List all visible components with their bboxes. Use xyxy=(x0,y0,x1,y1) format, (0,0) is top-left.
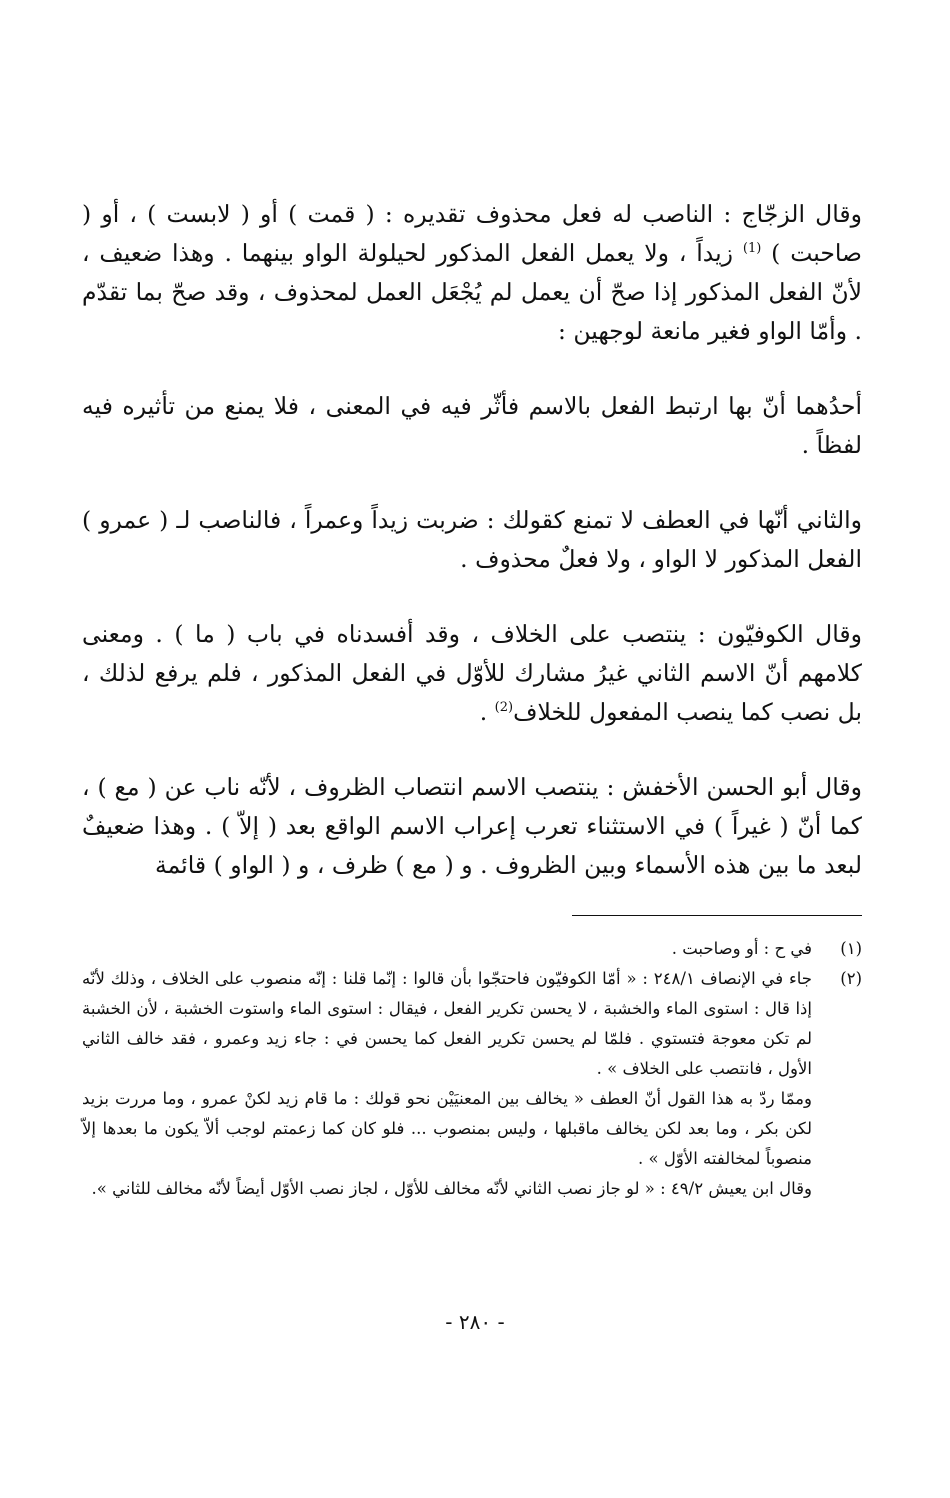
page-content xyxy=(82,195,862,1204)
paragraph-1 xyxy=(82,195,862,351)
footnote-body xyxy=(82,964,812,1204)
footnote-body xyxy=(82,934,812,964)
footnotes xyxy=(82,934,862,1204)
paragraph-5: وقال أبو الحسن الأخفش : ينتصب الاسم انتصاب الظروف ، لأنّه ناب عن ( مع ) ، كما أنّ ( غيراً ) في الاستثناء تعرب إعراب الاسم الواقع بعد ( إلاّ ) . وهذا ضعيفٌ لبعد ما بين هذه الأسماء وبين الظروف . و ( مع ) ظرف ، و ( الواو ) قائمة xyxy=(82,773,862,879)
footnote-text: في ح : أو وصاحبت . xyxy=(671,939,812,958)
paragraph-1-text-b: زيداً ، ولا يعمل الفعل المذكور لحيلولة الواو بينهما . وهذا ضعيف ، لأنّ الفعل المذكور إذا صحّ أن يعمل لم يُجْعَل العمل لمحذوف ، وقد صحّ بما تقدّم . وأمّا الواو فغير مانعة لوجهين : xyxy=(82,239,862,345)
paragraph-3: والثاني أنّها في العطف لا تمنع كقولك : ضربت زيداً وعمراً ، فالناصب لـ ( عمرو ) الفعل المذكور لا الواو ، ولا فعلٌ محذوف . xyxy=(82,506,862,573)
paragraph-2: أحدُهما أنّ بها ارتبط الفعل بالاسم فأثّر فيه في المعنى ، فلا يمنع من تأثيره فيه لفظاً . xyxy=(82,392,862,459)
page-number: - ٢٨٠ - xyxy=(445,1310,505,1334)
main-text xyxy=(82,195,862,885)
paragraph-1-text-a: وقال الزجّاج : الناصب له فعل محذوف تقديره : ( قمت ) أو ( لابست ) ، أو ( صاحبت ) xyxy=(82,200,863,267)
footnote-text: جاء في الإنصاف ٢٤٨/١ : « أمّا الكوفيّون فاحتجّوا بأن قالوا : إنّما قلنا : إنّه منصوب على الخلاف ، وذلك لأنّه إذا قال : استوى الماء والخشبة ، لا يحسن تكرير الفعل ، فيقال : استوى الماء واستوت الخشبة ، لأن الخشبة لم تكن معوجة فتستوي . فلمّا لم يحسن تكرير الفعل كما يحسن في : جاء زيد وعمرو ، فقد خالف الثاني الأول ، فانتصب على الخلاف » . xyxy=(82,969,812,1078)
paragraph-4-text-a: وقال الكوفيّون : ينتصب على الخلاف ، وقد أفسدناه في باب ( ما ) . ومعنى كلامهم أنّ الاسم الثاني غيرُ مشارك للأوّل في الفعل المذكور ، فلم يرفع لذلك ، بل نصب كما ينصب المفعول للخلاف xyxy=(82,620,862,726)
footnote-text: وقال ابن يعيش ٤٩/٢ : « لو جاز نصب الثاني لأنّه مخالف للأوّل ، لجاز نصب الأوّل أيضاً لأنّه مخالف للثاني ». xyxy=(91,1179,812,1198)
paragraph-4 xyxy=(82,615,862,732)
footnote-ref-1[interactable]: (1) xyxy=(742,241,762,257)
footnote-1 xyxy=(82,934,862,964)
footnote-text: وممّا ردّ به هذا القول أنّ العطف « يخالف بين المعنيَيْن نحو قولك : ما قام زيد لكنْ عمرو ، وما مررت بزيد لكن بكر ، وما بعد لكن يخالف ماقبلها ، وليس بمنصوب ... فلو كان كما زعمتم لوجب ألاّ يكون ما بعدها إلاّ منصوباً لمخالفته الأوّل » . xyxy=(82,1089,812,1168)
footnote-separator xyxy=(572,915,862,916)
paragraph-4-text-b: . xyxy=(479,698,495,726)
footnote-ref-2[interactable]: (2) xyxy=(494,700,514,716)
footnote-number: (١) xyxy=(840,939,862,958)
footnote-number: (٢) xyxy=(840,969,862,988)
footnote-2 xyxy=(82,964,862,1204)
